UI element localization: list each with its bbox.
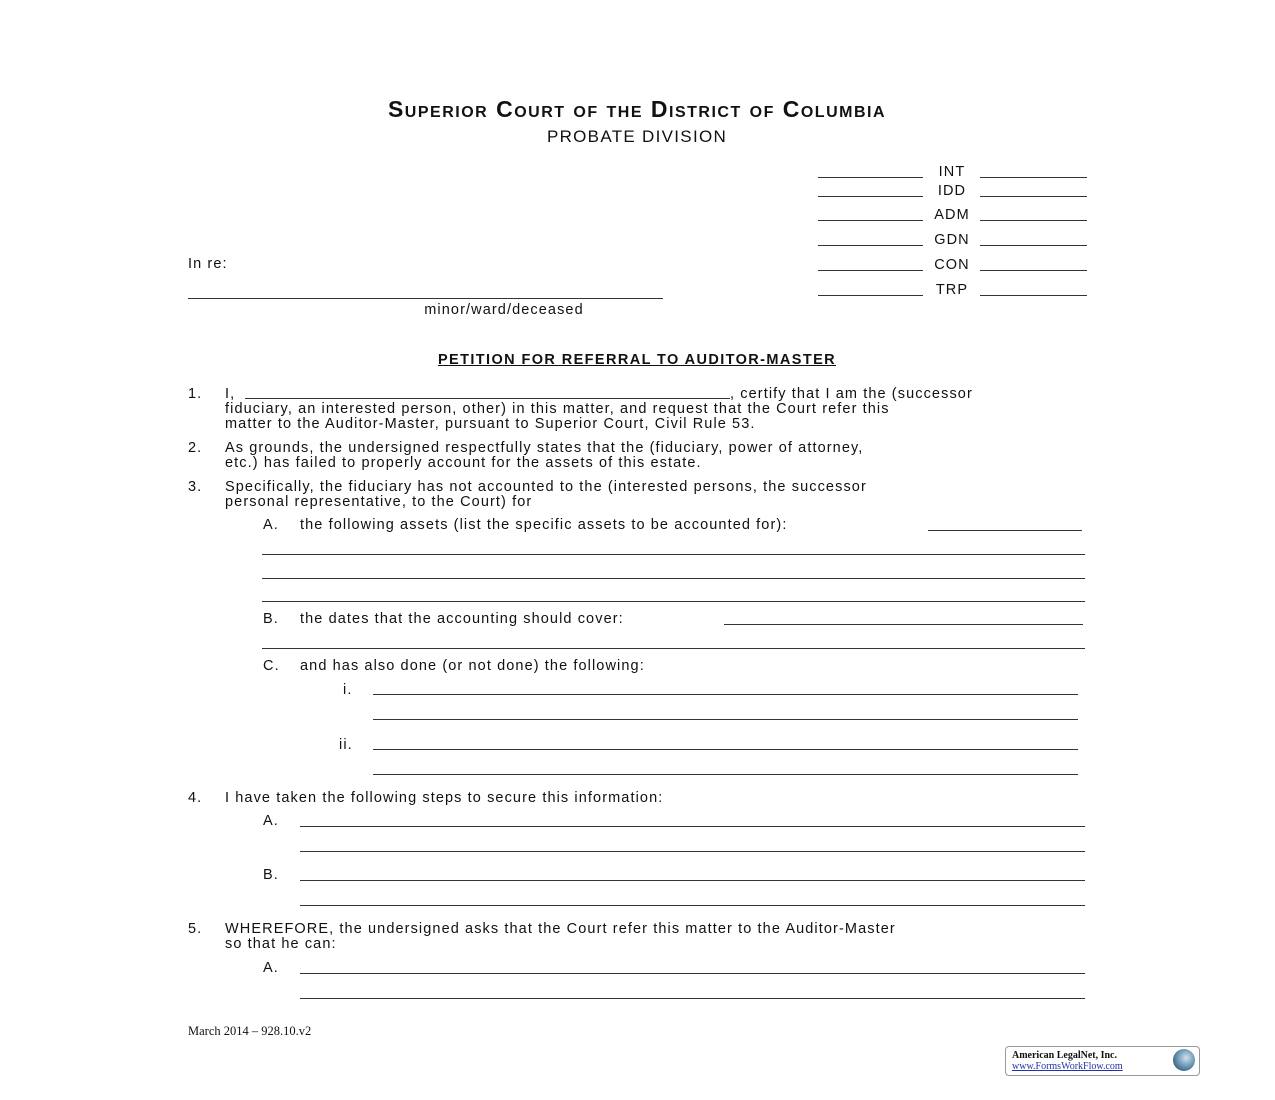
steps-field[interactable] — [300, 826, 1085, 827]
case-number-field-right[interactable] — [980, 270, 1087, 271]
item-text: personal representative, to the Court) for — [225, 494, 533, 510]
case-number-field-left[interactable] — [818, 220, 923, 221]
actions-field[interactable] — [373, 719, 1078, 720]
item-text: fiduciary, an interested person, other) in this matter, and request that the Court refer this — [225, 401, 890, 417]
sub-text: the following assets (list the specific assets to be accounted for): — [300, 517, 788, 533]
globe-icon — [1173, 1049, 1195, 1071]
assets-field[interactable] — [262, 578, 1085, 579]
sub-label: C. — [263, 658, 280, 674]
item-number: 3. — [188, 479, 203, 495]
in-re-name-field[interactable] — [188, 298, 663, 299]
item-text: so that he can: — [225, 936, 337, 952]
roman-label: i. — [343, 682, 353, 698]
in-re-label: In re: — [188, 256, 228, 272]
sub-text: and has also done (or not done) the following: — [300, 658, 645, 674]
sub-label: B. — [263, 867, 279, 883]
case-number-field-right[interactable] — [980, 177, 1087, 178]
case-number-field-left[interactable] — [818, 270, 923, 271]
division-name: PROBATE DIVISION — [546, 127, 728, 146]
case-number-field-right[interactable] — [980, 220, 1087, 221]
case-type-label: INT — [938, 164, 966, 180]
form-title: PETITION FOR REFERRAL TO AUDITOR-MASTER — [437, 352, 837, 368]
logo-url[interactable]: www.FormsWorkFlow.com — [1012, 1061, 1123, 1072]
actions-field[interactable] — [373, 774, 1078, 775]
in-re-caption: minor/ward/deceased — [424, 302, 584, 318]
item-number: 2. — [188, 440, 203, 456]
court-name: Superior Court of the District of Columbia — [387, 96, 887, 122]
item-text: Specifically, the fiduciary has not accounted to the (interested persons, the successor — [225, 479, 867, 495]
sub-label: A. — [263, 813, 279, 829]
case-type-label: IDD — [937, 183, 967, 199]
sub-label: A. — [263, 517, 279, 533]
item-number: 4. — [188, 790, 203, 806]
sub-text: the dates that the accounting should cover: — [300, 611, 624, 627]
case-type-label: CON — [934, 257, 970, 273]
assets-field[interactable] — [262, 601, 1085, 602]
actions-field[interactable] — [373, 749, 1078, 750]
dates-field[interactable] — [262, 648, 1085, 649]
assets-field[interactable] — [262, 554, 1085, 555]
form-version: March 2014 – 928.10.v2 — [188, 1024, 312, 1038]
case-type-label: TRP — [935, 282, 969, 298]
legalnet-logo[interactable] — [1005, 1046, 1200, 1076]
sub-label: A. — [263, 960, 279, 976]
steps-field[interactable] — [300, 880, 1085, 881]
petitioner-name-field[interactable] — [245, 398, 730, 399]
logo-company: American LegalNet, Inc. — [1012, 1050, 1117, 1061]
case-number-field-left[interactable] — [818, 196, 923, 197]
item-text: As grounds, the undersigned respectfully states that the (fiduciary, power of attorney, — [225, 440, 864, 456]
item-text: etc.) has failed to properly account for the assets of this estate. — [225, 455, 702, 471]
assets-field[interactable] — [928, 530, 1082, 531]
item-text: matter to the Auditor-Master, pursuant to Superior Court, Civil Rule 53. — [225, 416, 756, 432]
item-text: , certify that I am the (successor — [730, 386, 973, 402]
case-number-field-left[interactable] — [818, 295, 923, 296]
case-number-field-right[interactable] — [980, 295, 1087, 296]
steps-field[interactable] — [300, 851, 1085, 852]
item-text: I, — [225, 386, 236, 402]
item-text: WHEREFORE, the undersigned asks that the Court refer this matter to the Auditor-Master — [225, 921, 896, 937]
steps-field[interactable] — [300, 905, 1085, 906]
item-number: 1. — [188, 386, 203, 402]
item-text: I have taken the following steps to secure this information: — [225, 790, 664, 806]
actions-field[interactable] — [373, 694, 1078, 695]
request-field[interactable] — [300, 973, 1085, 974]
case-number-field-right[interactable] — [980, 245, 1087, 246]
roman-label: ii. — [339, 737, 353, 753]
case-number-field-left[interactable] — [818, 177, 923, 178]
case-type-label: ADM — [934, 207, 970, 223]
request-field[interactable] — [300, 998, 1085, 999]
case-number-field-right[interactable] — [980, 196, 1087, 197]
dates-field[interactable] — [724, 624, 1083, 625]
sub-label: B. — [263, 611, 279, 627]
item-number: 5. — [188, 921, 203, 937]
case-number-field-left[interactable] — [818, 245, 923, 246]
case-type-label: GDN — [934, 232, 970, 248]
